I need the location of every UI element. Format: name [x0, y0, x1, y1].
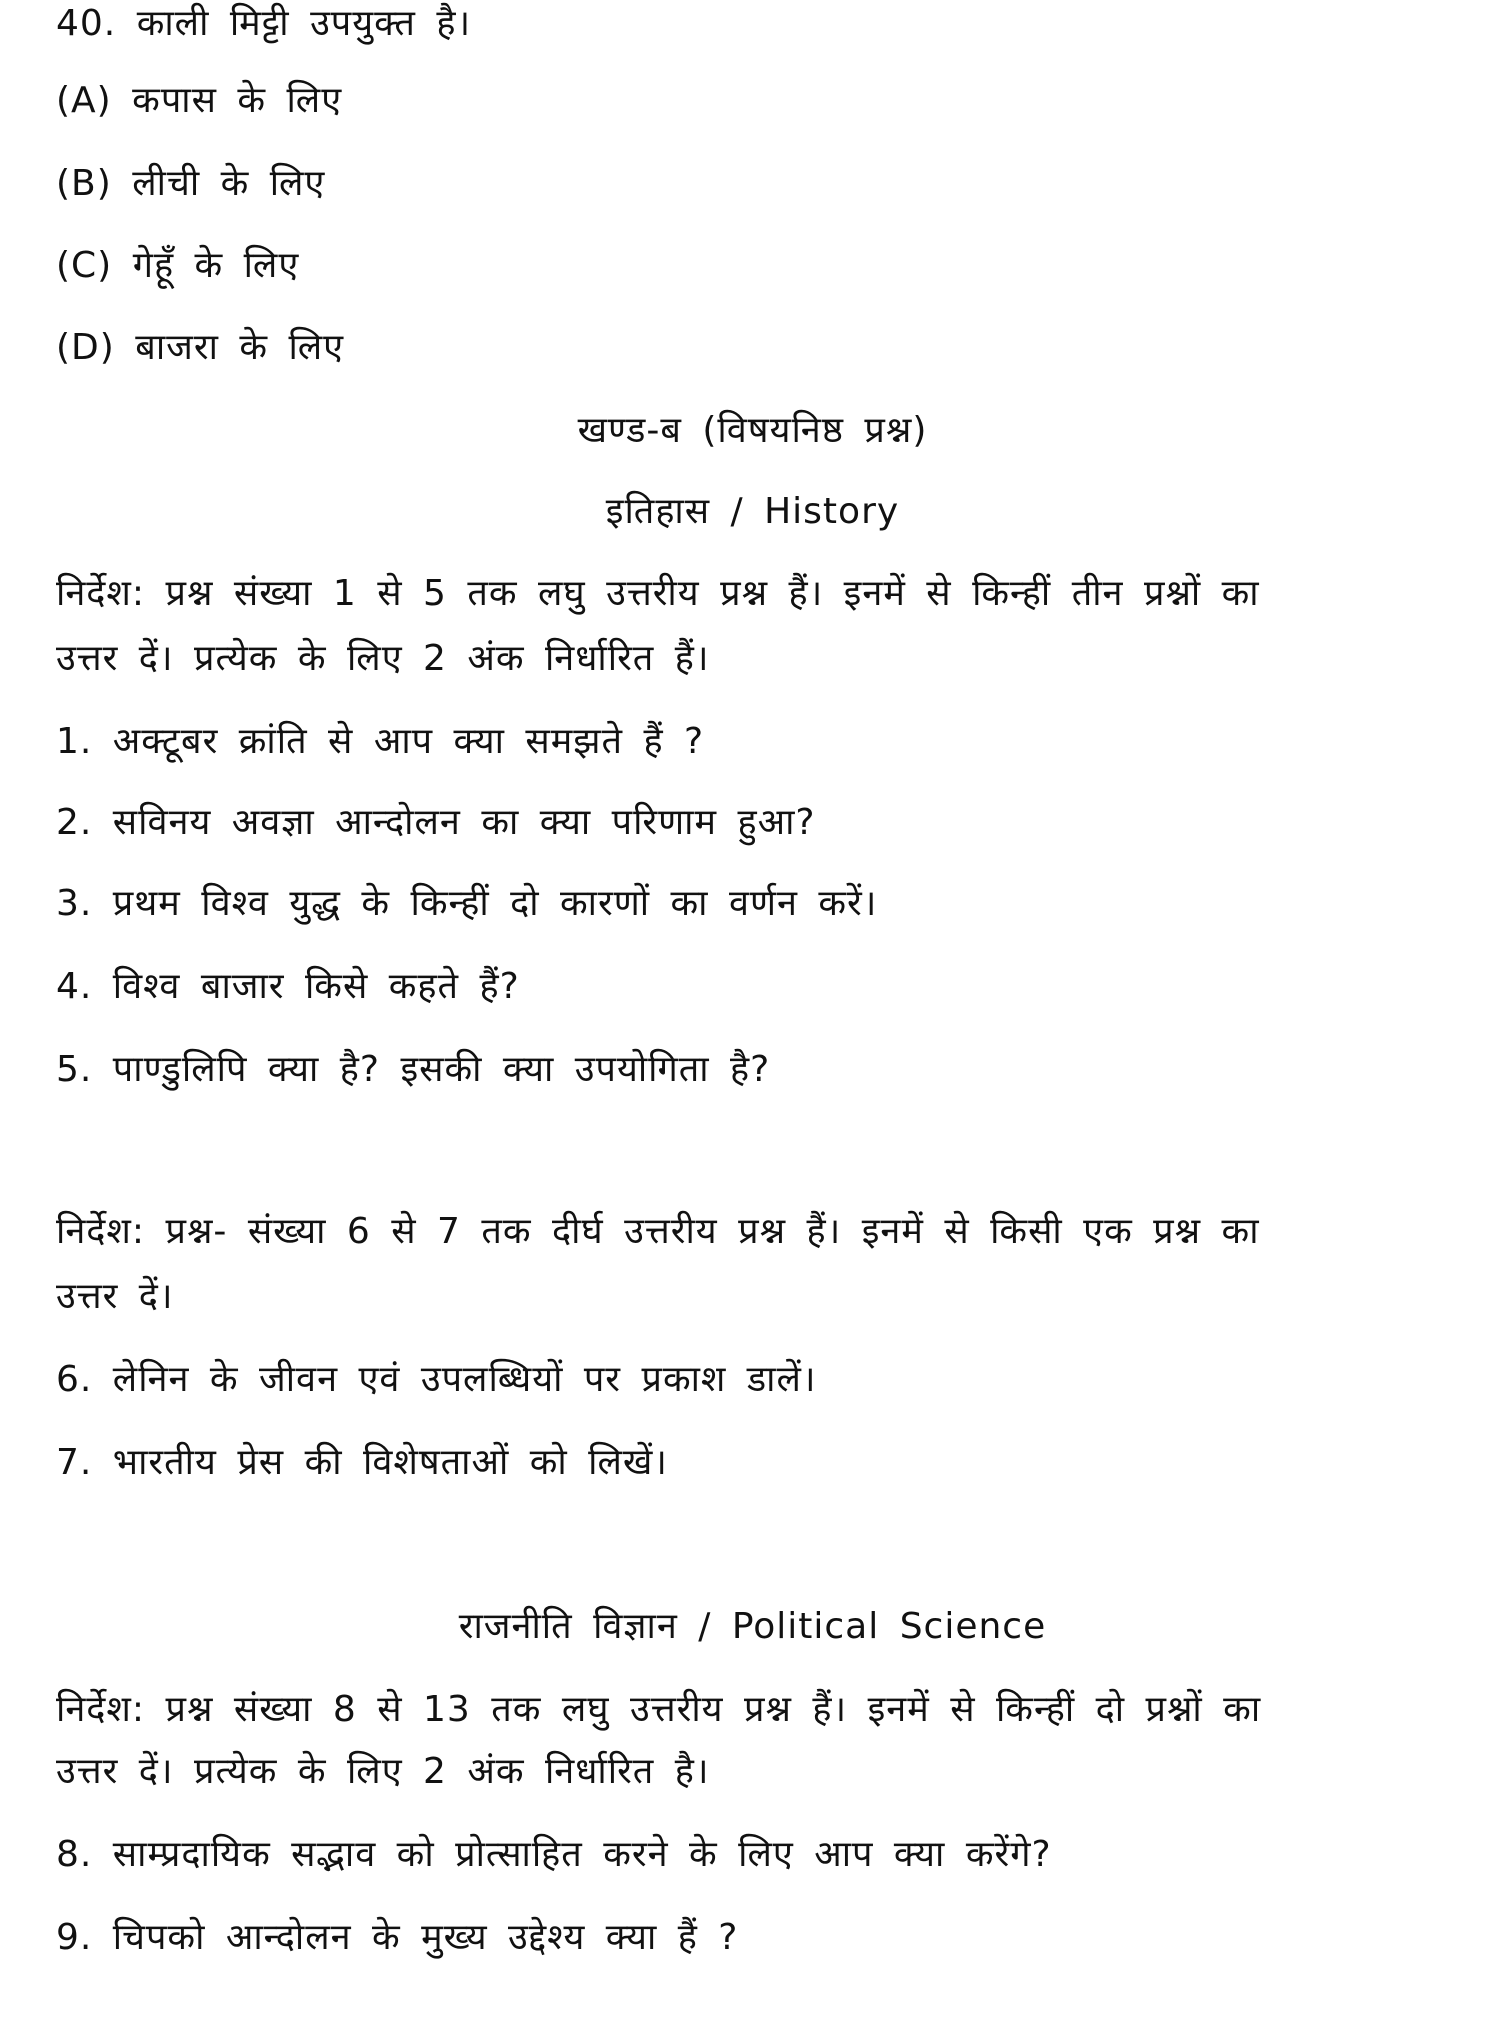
option-label: (B): [56, 163, 112, 204]
option-text: बाजरा के लिए: [135, 327, 345, 368]
history-question-1: 1. अक्टूबर क्रांति से आप क्या समझते हैं ?: [56, 721, 705, 762]
polsci-question-8: 8. साम्प्रदायिक सद्भाव को प्रोत्साहित करने के लिए आप क्या करेंगे?: [56, 1834, 1052, 1875]
history-question-2: 2. सविनय अवज्ञा आन्दोलन का क्या परिणाम हुआ?: [56, 802, 816, 843]
history-title: इतिहास / History: [605, 491, 900, 532]
history-long-instruction-line-2: उत्तर दें।: [56, 1276, 174, 1317]
section-b-heading: खण्ड-ब (विषयनिष्ठ प्रश्न): [577, 410, 928, 451]
option-text: गेहूँ के लिए: [132, 245, 300, 286]
history-short-instruction-line-1: निर्देश: प्रश्न संख्या 1 से 5 तक लघु उत्तरीय प्रश्न हैं। इनमें से किन्हीं तीन प्रश्नों का: [56, 573, 1260, 614]
mcq-option-b: [56, 160, 1449, 208]
history-question-3: 3. प्रथम विश्व युद्ध के किन्हीं दो कारणों का वर्णन करें।: [56, 883, 878, 924]
option-label: (A): [56, 80, 112, 121]
option-label: (D): [56, 327, 115, 368]
history-question-5: 5. पाण्डुलिपि क्या है? इसकी क्या उपयोगिता है?: [56, 1049, 771, 1090]
mcq-option-a: [56, 77, 1449, 125]
history-long-instruction-line-1: निर्देश: प्रश्न- संख्या 6 से 7 तक दीर्घ उत्तरीय प्रश्न हैं। इनमें से किसी एक प्रश्न का: [56, 1211, 1260, 1252]
political-science-title: राजनीति विज्ञान / Political Science: [458, 1606, 1047, 1647]
option-text: लीची के लिए: [132, 163, 326, 204]
history-question-4: 4. विश्व बाजार किसे कहते हैं?: [56, 966, 520, 1007]
option-label: (C): [56, 245, 113, 286]
polsci-question-9: 9. चिपको आन्दोलन के मुख्य उद्देश्य क्या हैं ?: [56, 1917, 739, 1958]
mcq-option-d: [56, 324, 1449, 372]
history-question-6: 6. लेनिन के जीवन एवं उपलब्धियों पर प्रकाश डालें।: [56, 1359, 817, 1400]
mcq-question: 40. काली मिट्टी उपयुक्त है।: [56, 3, 472, 44]
history-question-7: 7. भारतीय प्रेस की विशेषताओं को लिखें।: [56, 1442, 668, 1483]
option-text: कपास के लिए: [132, 80, 343, 121]
mcq-option-c: [56, 242, 1449, 290]
polsci-short-instruction-line-1: निर्देश: प्रश्न संख्या 8 से 13 तक लघु उत्तरीय प्रश्न हैं। इनमें से किन्हीं दो प्रश्नों का: [56, 1689, 1262, 1730]
polsci-short-instruction-line-2: उत्तर दें। प्रत्येक के लिए 2 अंक निर्धारित है।: [56, 1751, 710, 1792]
history-short-instruction-line-2: उत्तर दें। प्रत्येक के लिए 2 अंक निर्धारित हैं।: [56, 638, 710, 679]
